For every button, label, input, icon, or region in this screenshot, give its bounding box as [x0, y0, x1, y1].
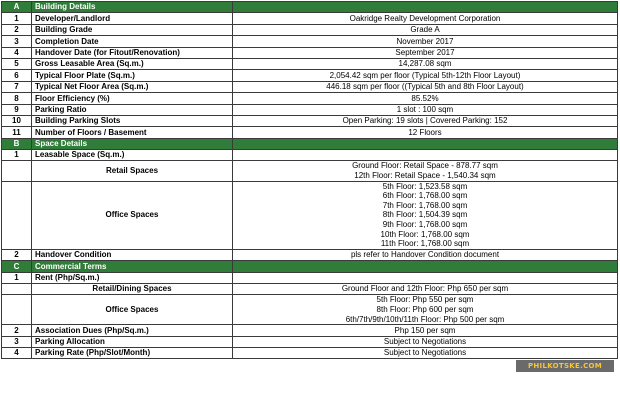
- row-number: 3: [2, 336, 32, 347]
- row-label: Building Grade: [32, 24, 233, 35]
- row-number: 7: [2, 81, 32, 92]
- section-spacer: [233, 138, 618, 149]
- table-row: [2, 347, 618, 358]
- row-value-empty: [233, 150, 618, 161]
- row-label: Rent (Php/Sq.m.): [32, 272, 233, 283]
- row-label: Typical Net Floor Area (Sq.m.): [32, 81, 233, 92]
- value-line: 10th Floor: 1,768.00 sqm: [380, 229, 470, 239]
- retail-dining-label: Retail/Dining Spaces: [32, 283, 233, 294]
- row-number: 3: [2, 36, 32, 47]
- row-value: November 2017: [233, 36, 618, 47]
- row-label: Handover Condition: [32, 249, 233, 260]
- table-row: [2, 70, 618, 81]
- row-value: Grade A: [233, 24, 618, 35]
- row-label: Floor Efficiency (%): [32, 93, 233, 104]
- watermark-logo: PHILKOTSKE.COM: [516, 360, 614, 372]
- row-value: 2,054.42 sqm per floor (Typical 5th-12th Floor Layout): [233, 70, 618, 81]
- table-row: [2, 150, 618, 161]
- value-line: 6th/7th/9th/10th/11th Floor: Php 500 per sqm: [345, 314, 505, 324]
- row-value: 446.18 sqm per floor ((Typical 5th and 8th Floor Layout): [233, 81, 618, 92]
- value-line: 7th Floor: 1,768.00 sqm: [382, 200, 468, 210]
- row-number: 10: [2, 115, 32, 126]
- table-row: [2, 58, 618, 69]
- row-number: 4: [2, 47, 32, 58]
- row-label: Completion Date: [32, 36, 233, 47]
- row-number-empty: [2, 161, 32, 181]
- row-value: pls refer to Handover Condition document: [233, 249, 618, 260]
- row-number: 8: [2, 93, 32, 104]
- table-row: [2, 181, 618, 249]
- row-number: 5: [2, 58, 32, 69]
- office-spaces-values: [233, 181, 618, 249]
- row-label: Association Dues (Php/Sq.m.): [32, 325, 233, 336]
- table-row: [2, 283, 618, 294]
- retail-dining-value: Ground Floor and 12th Floor: Php 650 per sqm: [233, 283, 618, 294]
- table-row: [2, 47, 618, 58]
- table-row: [2, 249, 618, 260]
- row-number: 2: [2, 24, 32, 35]
- section-letter: B: [2, 138, 32, 149]
- section-header-commercial-terms: [2, 261, 618, 272]
- table-row: [2, 13, 618, 24]
- row-value: 85.52%: [233, 93, 618, 104]
- row-value: Open Parking: 19 slots | Covered Parking: 152: [233, 115, 618, 126]
- row-number-empty: [2, 283, 32, 294]
- table-row: [2, 325, 618, 336]
- office-rent-values: [233, 295, 618, 325]
- section-title: Building Details: [32, 2, 233, 13]
- row-number: 1: [2, 272, 32, 283]
- retail-spaces-values: [233, 161, 618, 181]
- table-row: [2, 93, 618, 104]
- row-label: Parking Rate (Php/Slot/Month): [32, 347, 233, 358]
- section-spacer: [233, 2, 618, 13]
- row-label: Number of Floors / Basement: [32, 127, 233, 138]
- row-number: 4: [2, 347, 32, 358]
- table-row: [2, 272, 618, 283]
- row-number-empty: [2, 181, 32, 249]
- value-line: 9th Floor: 1,768.00 sqm: [382, 220, 468, 230]
- value-line: 8th Floor: Php 600 per sqm: [376, 304, 474, 314]
- row-number: 2: [2, 325, 32, 336]
- value-line: 8th Floor: 1,504.39 sqm: [382, 210, 468, 220]
- row-label: Parking Ratio: [32, 104, 233, 115]
- office-rent-label: Office Spaces: [32, 295, 233, 325]
- row-number: 11: [2, 127, 32, 138]
- table-row: [2, 161, 618, 181]
- table-row: [2, 336, 618, 347]
- table-row: [2, 104, 618, 115]
- row-number: 1: [2, 150, 32, 161]
- row-label: Developer/Landlord: [32, 13, 233, 24]
- table-row: [2, 295, 618, 325]
- row-value: Oakridge Realty Development Corporation: [233, 13, 618, 24]
- row-number-empty: [2, 295, 32, 325]
- row-value-empty: [233, 272, 618, 283]
- row-number: 1: [2, 13, 32, 24]
- office-spaces-label: Office Spaces: [32, 181, 233, 249]
- section-letter: A: [2, 2, 32, 13]
- table-row: [2, 36, 618, 47]
- row-number: 6: [2, 70, 32, 81]
- row-value: Subject to Negotiations: [233, 336, 618, 347]
- row-label: Handover Date (for Fitout/Renovation): [32, 47, 233, 58]
- row-label: Building Parking Slots: [32, 115, 233, 126]
- row-label: Gross Leasable Area (Sq.m.): [32, 58, 233, 69]
- value-line: 12th Floor: Retail Space - 1,540.34 sqm: [354, 171, 496, 181]
- table-row: [2, 81, 618, 92]
- row-value: 14,287.08 sqm: [233, 58, 618, 69]
- section-header-space-details: [2, 138, 618, 149]
- row-value: September 2017: [233, 47, 618, 58]
- value-line: 6th Floor: 1,768.00 sqm: [382, 191, 468, 201]
- row-label: Leasable Space (Sq.m.): [32, 150, 233, 161]
- section-header-building-details: [2, 2, 618, 13]
- row-value: Subject to Negotiations: [233, 347, 618, 358]
- section-title: Commercial Terms: [32, 261, 233, 272]
- row-label: Parking Allocation: [32, 336, 233, 347]
- row-label: Typical Floor Plate (Sq.m.): [32, 70, 233, 81]
- section-title: Space Details: [32, 138, 233, 149]
- table-row: [2, 115, 618, 126]
- row-number: 9: [2, 104, 32, 115]
- row-number: 2: [2, 249, 32, 260]
- section-letter: C: [2, 261, 32, 272]
- table-row: [2, 127, 618, 138]
- value-line: 11th Floor: 1,768.00 sqm: [380, 239, 470, 249]
- value-line: 5th Floor: 1,523.58 sqm: [382, 181, 468, 191]
- section-spacer: [233, 261, 618, 272]
- row-value: 1 slot : 100 sqm: [233, 104, 618, 115]
- value-line: 5th Floor: Php 550 per sqm: [376, 295, 474, 305]
- building-spec-table: [1, 1, 618, 359]
- retail-spaces-label: Retail Spaces: [32, 161, 233, 181]
- value-line: Ground Floor: Retail Space - 878.77 sqm: [352, 161, 498, 171]
- row-value: 12 Floors: [233, 127, 618, 138]
- row-value: Php 150 per sqm: [233, 325, 618, 336]
- table-row: [2, 24, 618, 35]
